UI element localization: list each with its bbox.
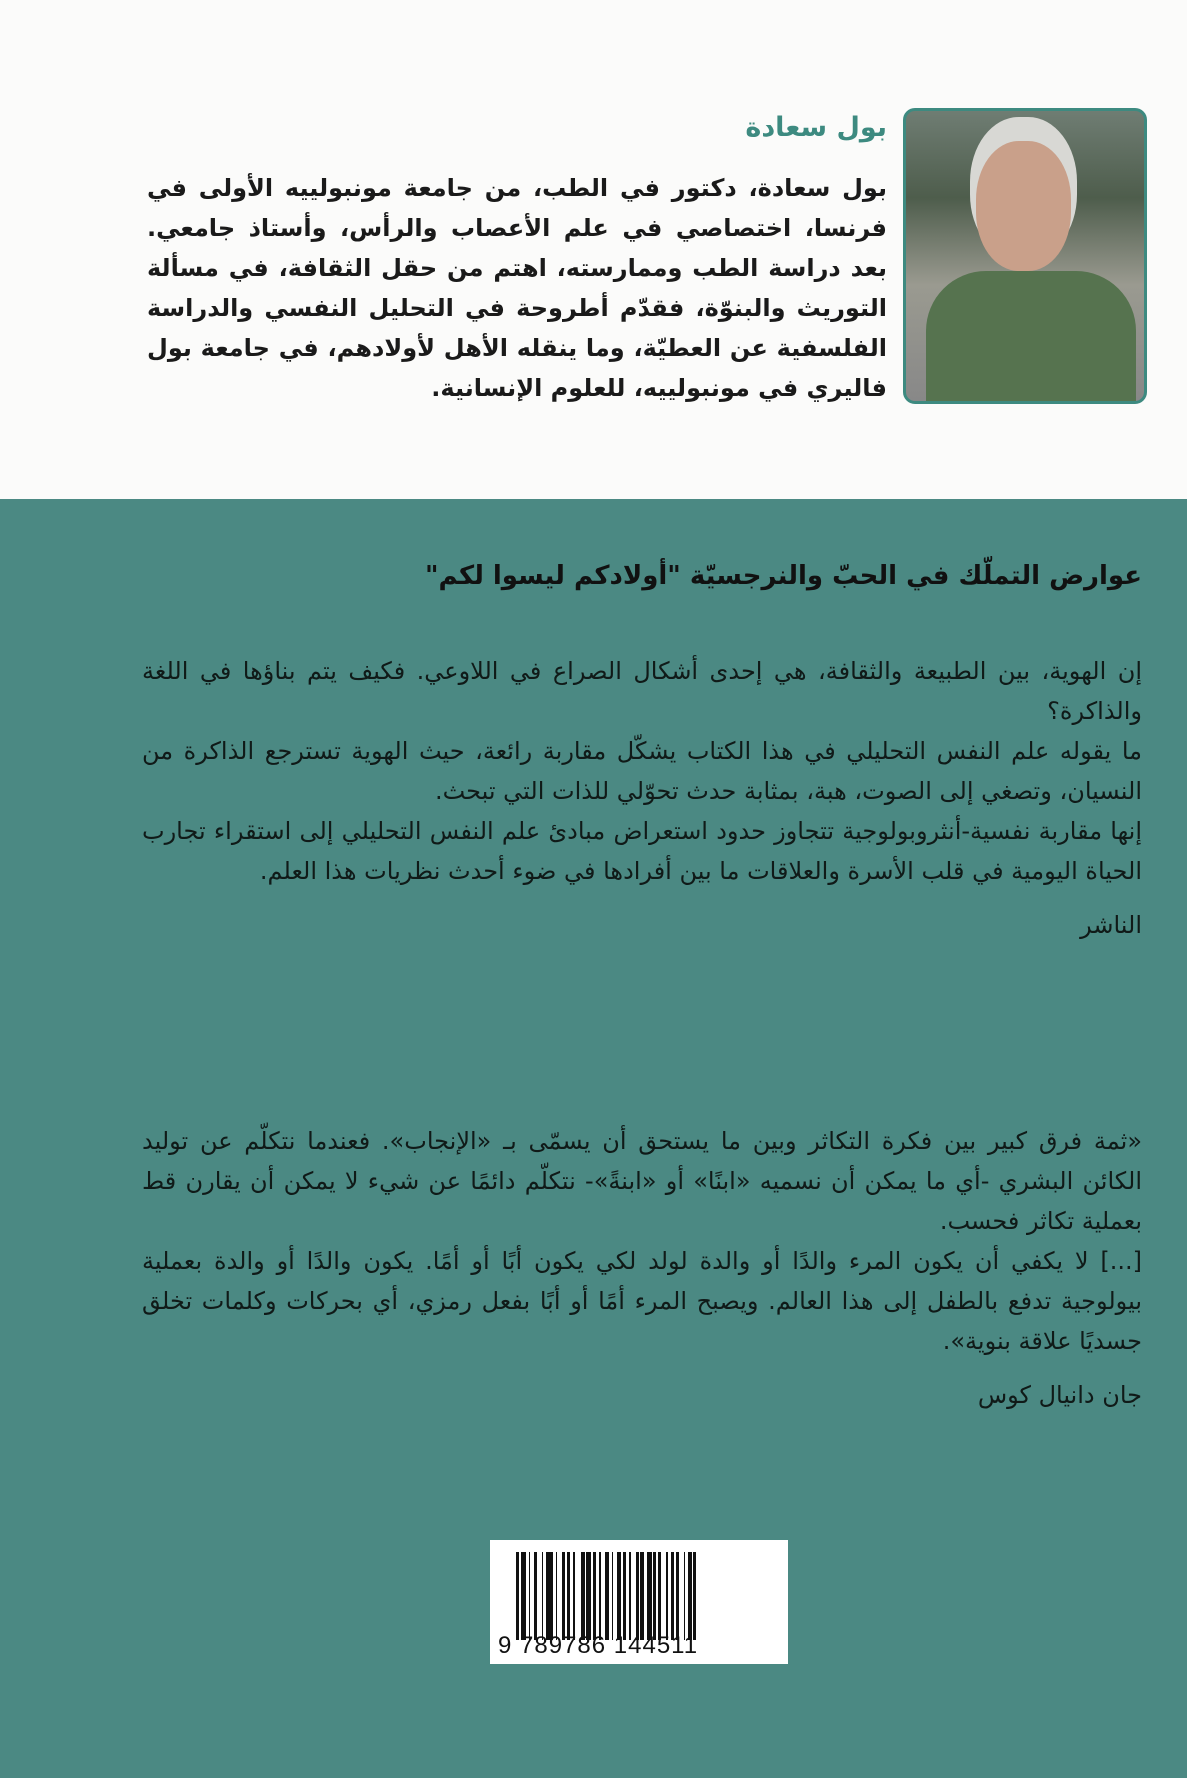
blurb-paragraph: إنها مقاربة نفسية-أنثروبولوجية تتجاوز حدود استعراض مبادئ علم النفس التحليلي إلى استقراء تجارب الحياة اليومية في قلب الأسرة والعلاقات ما بين أفرادها في ضوء أحدث نظريات هذا العلم. (142, 817, 1142, 885)
photo-body (926, 271, 1136, 404)
barcode-digits: 9 789786 144511 (498, 1632, 699, 1659)
author-section (0, 0, 1187, 499)
barcode-bars (516, 1552, 766, 1640)
description-section (0, 499, 1187, 1778)
blurb-paragraph: ما يقوله علم النفس التحليلي في هذا الكتاب يشكّل مقاربة رائعة، حيث الهوية تسترجع الذاكرة من النسيان، وتصغي إلى الصوت، هبة، بمثابة حدث تحوّلي للذات التي تبحث. (142, 737, 1142, 805)
book-headline: عوارض التملّك في الحبّ والنرجسيّة "أولادكم ليسوا لكم" (425, 561, 1142, 591)
quote-block (142, 1121, 1142, 1415)
photo-head (976, 141, 1071, 271)
author-bio: بول سعادة، دكتور في الطب، من جامعة مونبولييه الأولى في فرنسا، اختصاصي في علم الأعصاب والرأس، وأستاذ جامعي. بعد دراسة الطب وممارسته، اهتم من حقل الثقافة، في مسألة التوريث والبنوّة، فقدّم أطروحة في التحليل النفسي والدراسة الفلسفية عن العطيّة، وما ينقله الأهل لأولادهم، في جامعة بول فاليري في مونبولييه، للعلوم الإنسانية. (147, 174, 887, 402)
quote-paragraph: «ثمة فرق كبير بين فكرة التكاثر وبين ما يستحق أن يسمّى بـ «الإنجاب». فعندما نتكلّم عن توليد الكائن البشري -أي ما يمكن أن نسميه «ابنًا» أو «ابنةً»- نتكلّم دائمًا عن شيء لا يمكن أن يقارن قط بعملية تكاثر فحسب. (142, 1127, 1142, 1235)
blurb-paragraph: إن الهوية، بين الطبيعة والثقافة، هي إحدى أشكال الصراع في اللاوعي. فكيف يتم بناؤها في اللغة والذاكرة؟ (142, 657, 1142, 725)
quote-paragraph: [...] لا يكفي أن يكون المرء والدًا أو والدة لولد لكي يكون أبًا أو أمًا. يكون والدًا أو والدة بعملية بيولوجية تدفع بالطفل إلى هذا العالم. ويصبح المرء أمًا أو أبًا بفعل رمزي، أي بحركات وكلمات تخلق جسديًا علاقة بنوية». (142, 1247, 1142, 1355)
blurb-signature: الناشر (1080, 911, 1142, 939)
author-photo (903, 108, 1147, 404)
publisher-blurb (142, 651, 1142, 945)
isbn-barcode (490, 1540, 788, 1664)
quote-signature: جان دانيال كوس (977, 1381, 1142, 1409)
author-name: بول سعادة (745, 112, 887, 143)
barcode-bar (693, 1552, 696, 1640)
